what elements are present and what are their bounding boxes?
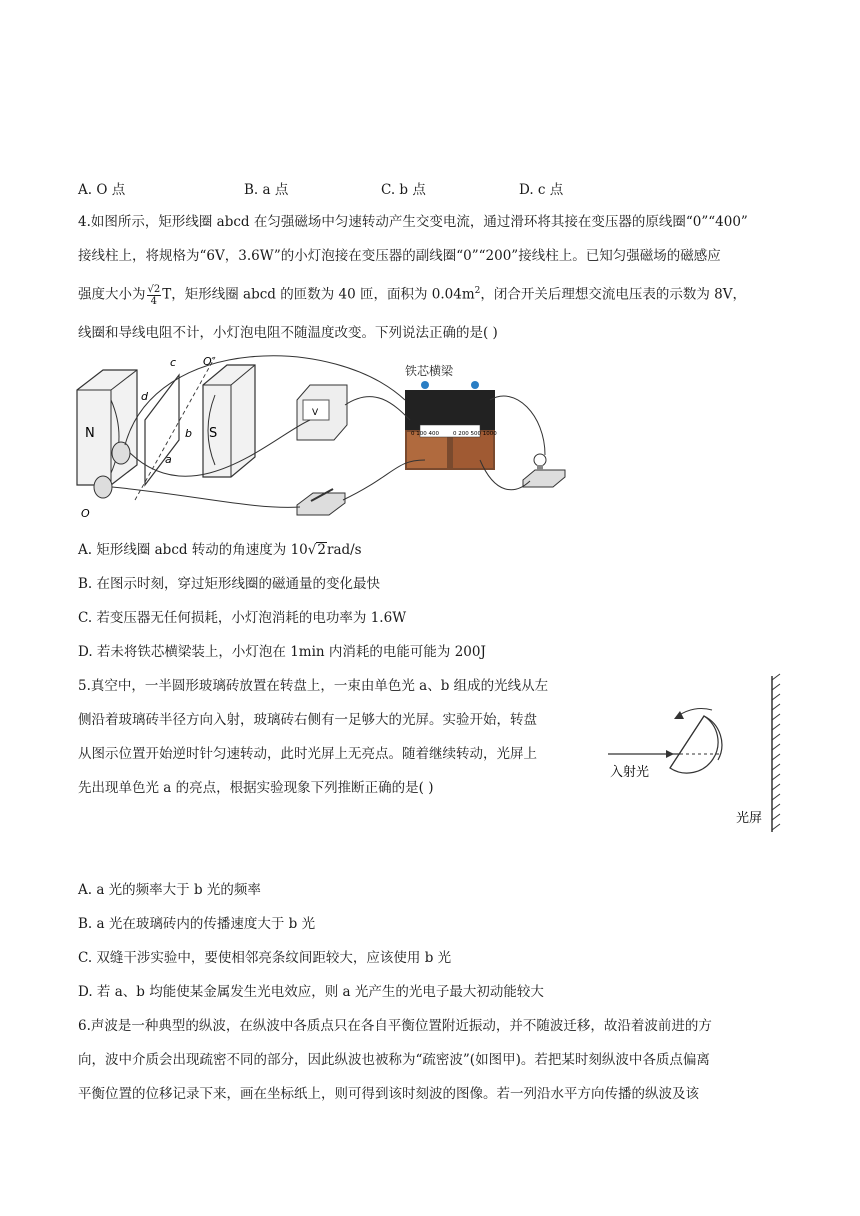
- q3-option-a: A. O 点: [78, 182, 126, 198]
- q4-option-a-radicand: 2: [317, 542, 326, 558]
- q5-stem-line-4: 先出现单色光 a 的亮点，根据实验现象下列推断正确的是( ): [78, 780, 434, 796]
- q4-generator-transformer-figure: [75, 345, 585, 525]
- q6-stem-line-3: 平衡位置的位移记录下来，画在坐标纸上，则可得到该时刻波的图像。若一列沿水平方向传播的纵波及该: [78, 1086, 699, 1102]
- q4-option-a-unit: rad/s: [326, 542, 362, 558]
- q5-stem-line-1: 5.真空中，一半圆形玻璃砖放置在转盘上，一束由单色光 a、b 组成的光线从左: [78, 678, 549, 694]
- incident-light-label: 入射光: [610, 765, 650, 780]
- q4-option-a-text: A. 矩形线圈 abcd 转动的角速度为 10: [78, 542, 308, 558]
- primary-terminal-labels: 0 100 400: [411, 431, 439, 437]
- q4-superscript: 2: [474, 286, 481, 296]
- fraction-denominator: 4: [150, 295, 158, 307]
- q4-line3-part-c: ，闭合开关后理想交流电压表的示数为 8V，: [480, 286, 747, 303]
- q4-line3-part-a: 强度大小为: [78, 286, 146, 303]
- q5-semicircle-glass-figure: [600, 670, 790, 840]
- coil-label-c: c: [170, 356, 177, 369]
- q4-stem-line-4: 线圈和导线电阻不计，小灯泡电阻不随温度改变。下列说法正确的是( ): [78, 325, 498, 341]
- voltmeter: [297, 385, 347, 440]
- coil-label-b: b: [185, 427, 192, 440]
- coil-label-d: d: [141, 390, 148, 403]
- magnet-s: [203, 365, 255, 477]
- magnet-n: [77, 370, 137, 485]
- q6-stem-line-2: 向，波中介质会出现疏密不同的部分，因此纵波也被称为“疏密波”(如图甲)。若把某时刻纵波中各质点偏离: [78, 1052, 710, 1068]
- coil-label-a: a: [165, 453, 172, 466]
- q4-stem-line-1: 4.如图所示，矩形线圈 abcd 在匀强磁场中匀速转动产生交变电流，通过滑环将其接在变压器的原线圈“0”“400”: [78, 214, 748, 230]
- iron-beam-label: 铁芯横梁: [405, 364, 454, 378]
- axis-label-o: O: [81, 507, 90, 520]
- voltmeter-label: V: [312, 408, 319, 418]
- transformer: [405, 363, 497, 470]
- magnet-n-label: N: [85, 426, 95, 441]
- q5-option-d: D. 若 a、b 均能使某金属发生光电效应，则 a 光产生的光电子最大初动能较大: [78, 984, 544, 1000]
- q4-line3-part-b: T，矩形线圈 abcd 的匝数为 40 匝，面积为 0.04m: [162, 286, 475, 303]
- q5-stem-line-3: 从图示位置开始逆时针匀速转动，此时光屏上无亮点。随着继续转动，光屏上: [78, 746, 537, 762]
- secondary-terminal-labels: 0 200 500 1000: [453, 431, 497, 437]
- q4-fraction: [147, 284, 162, 307]
- q3-option-b: B. a 点: [244, 182, 289, 198]
- semicircle-glass: [670, 716, 718, 773]
- q5-option-c: C. 双缝干涉实验中，要使相邻亮条纹间距较大，应该使用 b 光: [78, 950, 452, 966]
- q4-stem-line-2: 接线柱上，将规格为“6V，3.6W”的小灯泡接在变压器的副线圈“0”“200”接线柱上。已知匀强磁场的磁感应: [78, 248, 721, 264]
- axis-label-o-prime: O′: [203, 355, 215, 368]
- q4-option-d: D. 若未将铁芯横梁装上，小灯泡在 1min 内消耗的电能可能为 200J: [78, 644, 486, 660]
- q4-option-b: B. 在图示时刻，穿过矩形线圈的磁通量的变化最快: [78, 576, 381, 592]
- magnet-s-label: S: [209, 426, 218, 441]
- q4-stem-line-3: [78, 281, 746, 307]
- q3-option-c: C. b 点: [381, 182, 426, 198]
- switch: [297, 489, 345, 515]
- screen-label: 光屏: [736, 811, 763, 826]
- q4-option-a: A. 矩形线圈 abcd 转动的角速度为 10√2rad/s: [78, 542, 362, 558]
- q5-option-b: B. a 光在玻璃砖内的传播速度大于 b 光: [78, 916, 316, 932]
- q5-stem-line-2: 侧沿着玻璃砖半径方向入射，玻璃砖右侧有一足够大的光屏。实验开始，转盘: [78, 712, 537, 728]
- q4-option-c: C. 若变压器无任何损耗，小灯泡消耗的电功率为 1.6W: [78, 610, 407, 626]
- q6-stem-line-1: 6.声波是一种典型的纵波，在纵波中各质点只在各自平衡位置附近振动，并不随波迁移，故沿着波前进的方: [78, 1018, 712, 1034]
- q5-option-a: A. a 光的频率大于 b 光的频率: [78, 882, 261, 898]
- fraction-numerator: √2: [147, 283, 161, 295]
- q3-option-d: D. c 点: [519, 182, 564, 198]
